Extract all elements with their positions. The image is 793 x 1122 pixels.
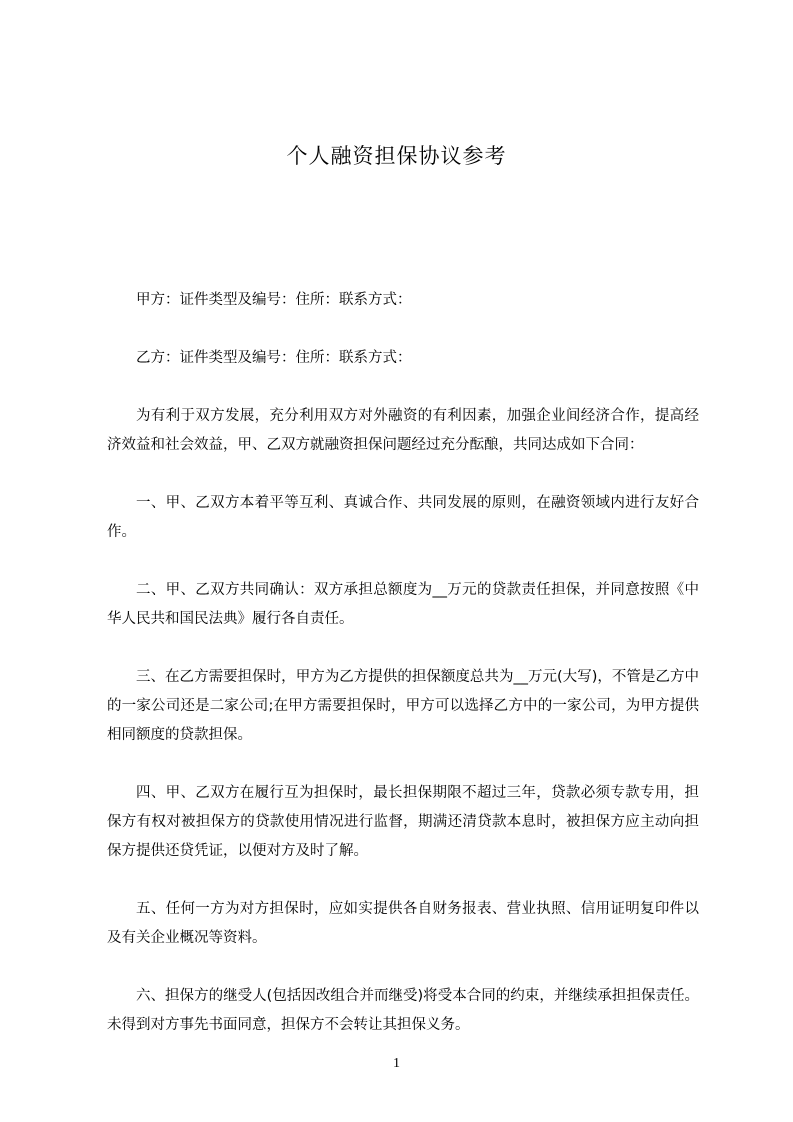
clause-4: 四、甲、乙双方在履行互为担保时，最长担保期限不超过三年，贷款必须专款专用，担保方有权对被担保方的贷款使用情况进行监督，期满还清贷款本息时，被担保方应主动向担保方提供还贷凭证，以便对方及时了解。	[107, 785, 699, 859]
document-body	[107, 286, 699, 1040]
paragraph-spacer	[107, 750, 699, 779]
paragraph-spacer	[107, 634, 699, 663]
paragraph-spacer	[107, 547, 699, 576]
clause-2: 二、甲、乙双方共同确认：双方承担总额度为__万元的贷款责任担保，并同意按照《中华人民共和国民法典》履行各自责任。	[107, 582, 699, 627]
paragraph-spacer	[107, 866, 699, 895]
paragraph-spacer	[107, 460, 699, 489]
page-number: 1	[393, 1056, 400, 1071]
document-title: 个人融资担保协议参考	[286, 144, 507, 168]
clause-5: 五、任何一方为对方担保时，应如实提供各自财务报表、营业执照、信用证明复印件以及有关企业概况等资料。	[107, 901, 699, 946]
paragraph-spacer	[107, 315, 699, 344]
clause-6: 六、担保方的继受人(包括因改组合并而继受)将受本合同的约束，并继续承担担保责任。未得到对方事先书面同意，担保方不会转让其担保义务。	[107, 988, 699, 1033]
preamble-paragraph: 为有利于双方发展，充分利用双方对外融资的有利因素，加强企业间经济合作，提高经济效益和社会效益，甲、乙双方就融资担保问题经过充分酝酿，共同达成如下合同：	[107, 408, 699, 453]
paragraph-spacer	[107, 373, 699, 402]
clause-3: 三、在乙方需要担保时，甲方为乙方提供的担保额度总共为__万元(大写)，不管是乙方中的一家公司还是二家公司;在甲方需要担保时，甲方可以选择乙方中的一家公司，为甲方提供相同额度的贷款担保。	[107, 669, 699, 743]
clause-1: 一、甲、乙双方本着平等互利、真诚合作、共同发展的原则，在融资领域内进行友好合作。	[107, 495, 699, 540]
party-a-line: 甲方：证件类型及编号：住所：联系方式：	[136, 292, 412, 308]
paragraph-spacer	[107, 953, 699, 982]
party-b-line: 乙方：证件类型及编号：住所：联系方式：	[136, 350, 412, 366]
